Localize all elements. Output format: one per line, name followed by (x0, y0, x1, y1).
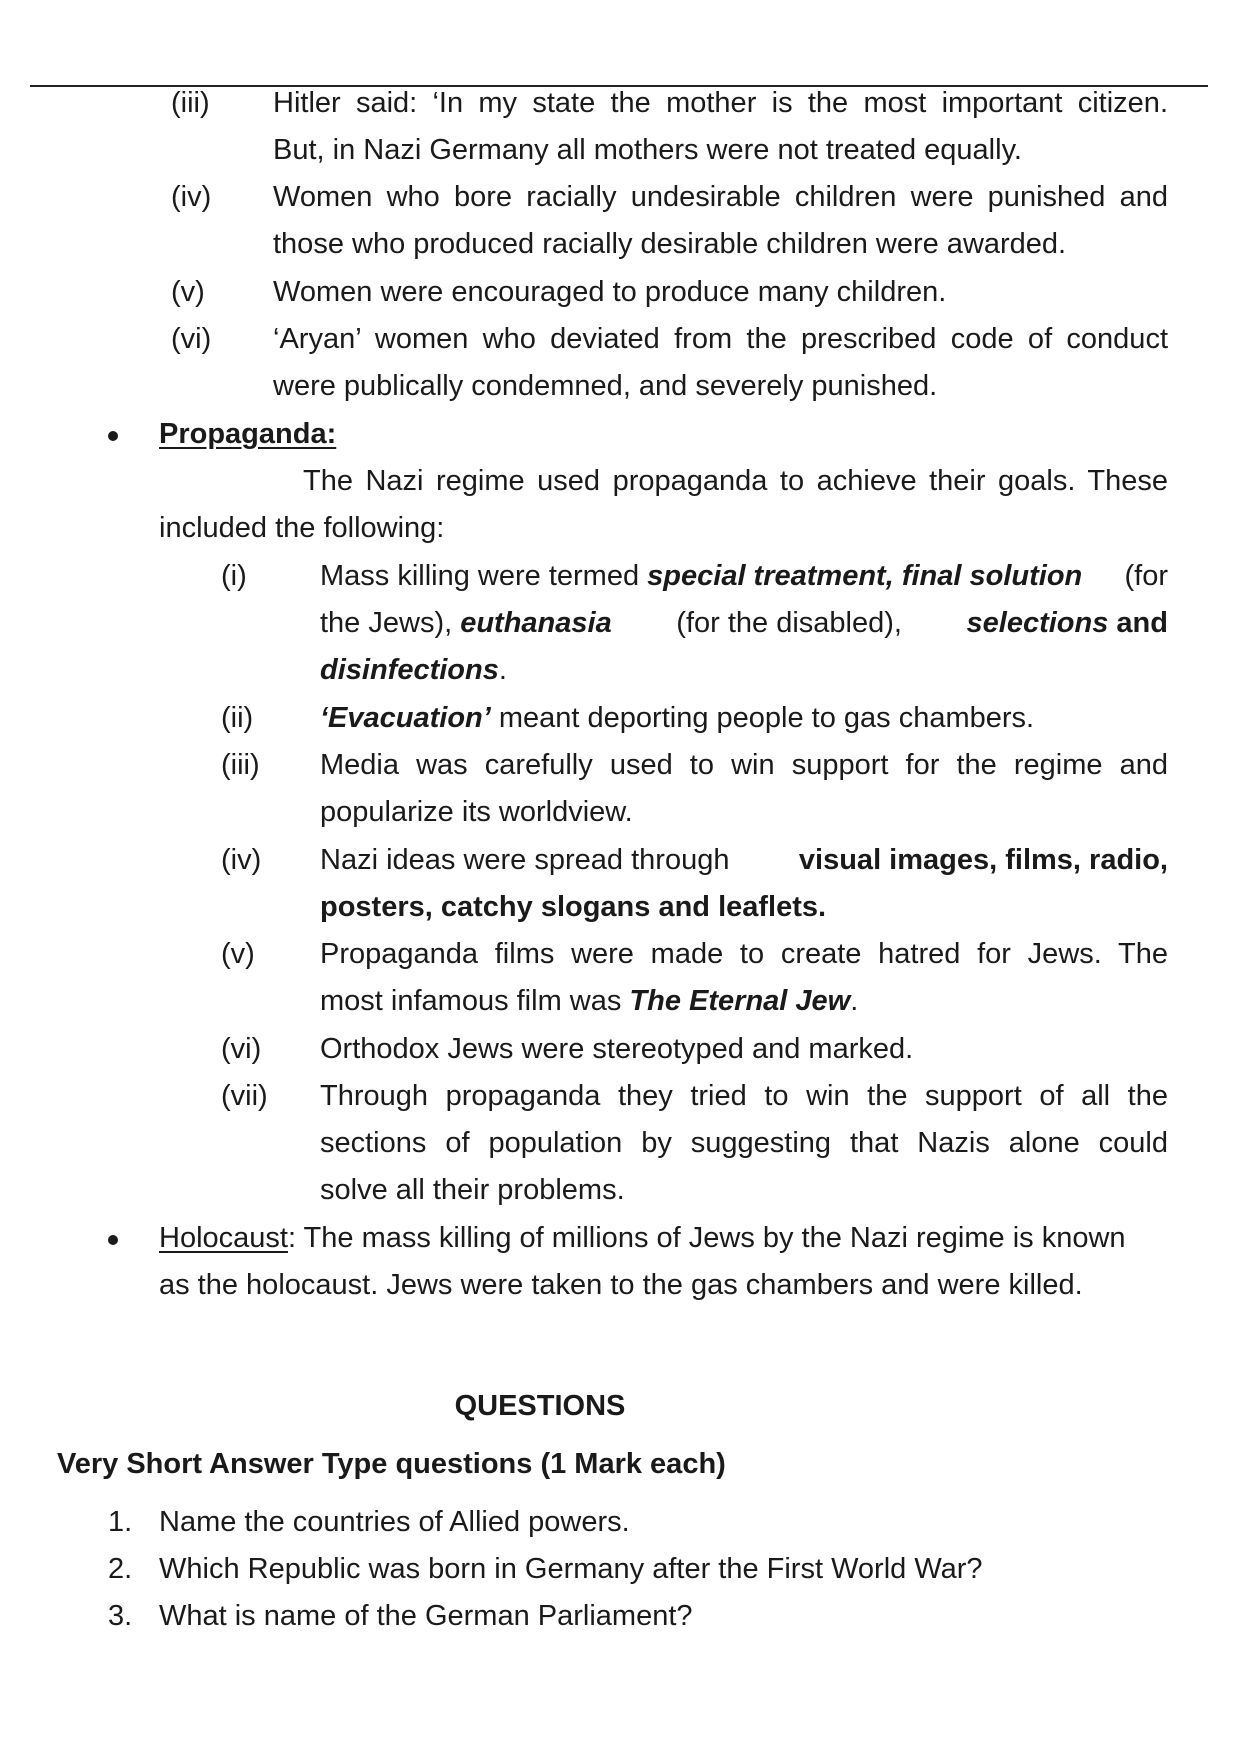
list-item-line (320, 603, 1168, 643)
list-item-line (320, 556, 1168, 596)
section-heading-holocaust: Holocaust (159, 1222, 288, 1254)
list-item-text: ‘Aryan’ women who deviated from the prescribed code of conduct (273, 323, 1168, 355)
list-item-text: Women were encouraged to produce many children. (273, 276, 947, 308)
question-text: Which Republic was born in Germany after the First World War? (159, 1553, 983, 1585)
questions-heading: QUESTIONS (454, 1390, 626, 1422)
list-item-text: Women who bore racially undesirable children were punished and (273, 181, 1168, 213)
list-number: (i) (221, 560, 247, 592)
list-number: (iv) (171, 181, 212, 213)
list-number: (vi) (221, 1033, 262, 1065)
paragraph-line: The Nazi regime used propaganda to achieve their goals. These (303, 465, 1168, 497)
text-span (320, 603, 612, 643)
list-item-line: Through propaganda they tried to win the support of all the (320, 1080, 1168, 1112)
list-item-line: sections of population by suggesting that Nazis alone could (320, 1127, 1168, 1159)
list-item-line: Orthodox Jews were stereotyped and marked. (320, 1033, 914, 1065)
list-number: (v) (171, 276, 205, 308)
question-text: What is name of the German Parliament? (159, 1600, 693, 1632)
text-span: : The mass killing of millions of Jews by the Nazi regime is known (287, 1222, 1126, 1254)
emphasis-text: euthanasia (460, 607, 612, 639)
holocaust-line (159, 1218, 1168, 1258)
list-item-line (320, 840, 1168, 880)
list-item-text: But, in Nazi Germany all mothers were not treated equally. (273, 134, 1022, 166)
emphasis-text: special treatment, final solution (647, 560, 1083, 592)
text-span: (for the disabled), (676, 607, 902, 639)
questions-subheading: Very Short Answer Type questions (1 Mark each) (57, 1448, 726, 1480)
text-span (967, 603, 1168, 643)
list-item-line (320, 698, 1034, 738)
list-number: (iii) (221, 749, 260, 781)
text-span: . (850, 985, 859, 1017)
holocaust-line: as the holocaust. Jews were taken to the gas chambers and were killed. (159, 1269, 1083, 1301)
list-item-text: were publically condemned, and severely punished. (273, 370, 938, 402)
text-span: Nazi ideas were spread through (320, 844, 730, 876)
list-item-line (320, 650, 507, 690)
bullet-point (108, 1235, 118, 1245)
list-number: (v) (221, 938, 255, 970)
list-item-text: those who produced racially desirable children were awarded. (273, 228, 1067, 260)
list-number: (vi) (171, 323, 212, 355)
text-span: meant deporting people to gas chambers. (490, 702, 1035, 734)
text-span: Mass killing were termed (320, 560, 648, 592)
text-span (320, 556, 1082, 596)
text-span: (for (1124, 560, 1168, 592)
section-heading-propaganda: Propaganda: (159, 418, 337, 450)
emphasis-text: ‘Evacuation’ (320, 702, 491, 734)
list-item-text: Hitler said: ‘In my state the mother is the most important citizen. (273, 87, 1168, 119)
paragraph-line: included the following: (159, 512, 445, 544)
film-title: The Eternal Jew (629, 985, 851, 1017)
question-number: 2. (108, 1553, 133, 1585)
emphasis-text: disinfections (320, 654, 499, 686)
question-number: 3. (108, 1600, 133, 1632)
emphasis-text: selections (966, 607, 1109, 639)
text-span: the Jews), (320, 607, 461, 639)
list-number: (ii) (221, 702, 254, 734)
list-number: (vii) (221, 1080, 268, 1112)
question-number: 1. (108, 1506, 133, 1538)
list-number: (iii) (171, 87, 210, 119)
emphasis-text: visual images, films, radio, (798, 844, 1168, 876)
text-span: most infamous film was (320, 985, 630, 1017)
list-item-line: Propaganda films were made to create hatred for Jews. The (320, 938, 1168, 970)
list-item-line: popularize its worldview. (320, 796, 633, 828)
question-text: Name the countries of Allied powers. (159, 1506, 630, 1538)
text-span: . (498, 654, 507, 686)
bullet-point (108, 431, 118, 441)
list-item-line (320, 981, 858, 1021)
emphasis-text: and (1108, 607, 1168, 639)
list-item-line: solve all their problems. (320, 1174, 625, 1206)
list-item-line: posters, catchy slogans and leaflets. (320, 891, 827, 923)
list-item-line: Media was carefully used to win support for the regime and (320, 749, 1168, 781)
list-number: (iv) (221, 844, 262, 876)
